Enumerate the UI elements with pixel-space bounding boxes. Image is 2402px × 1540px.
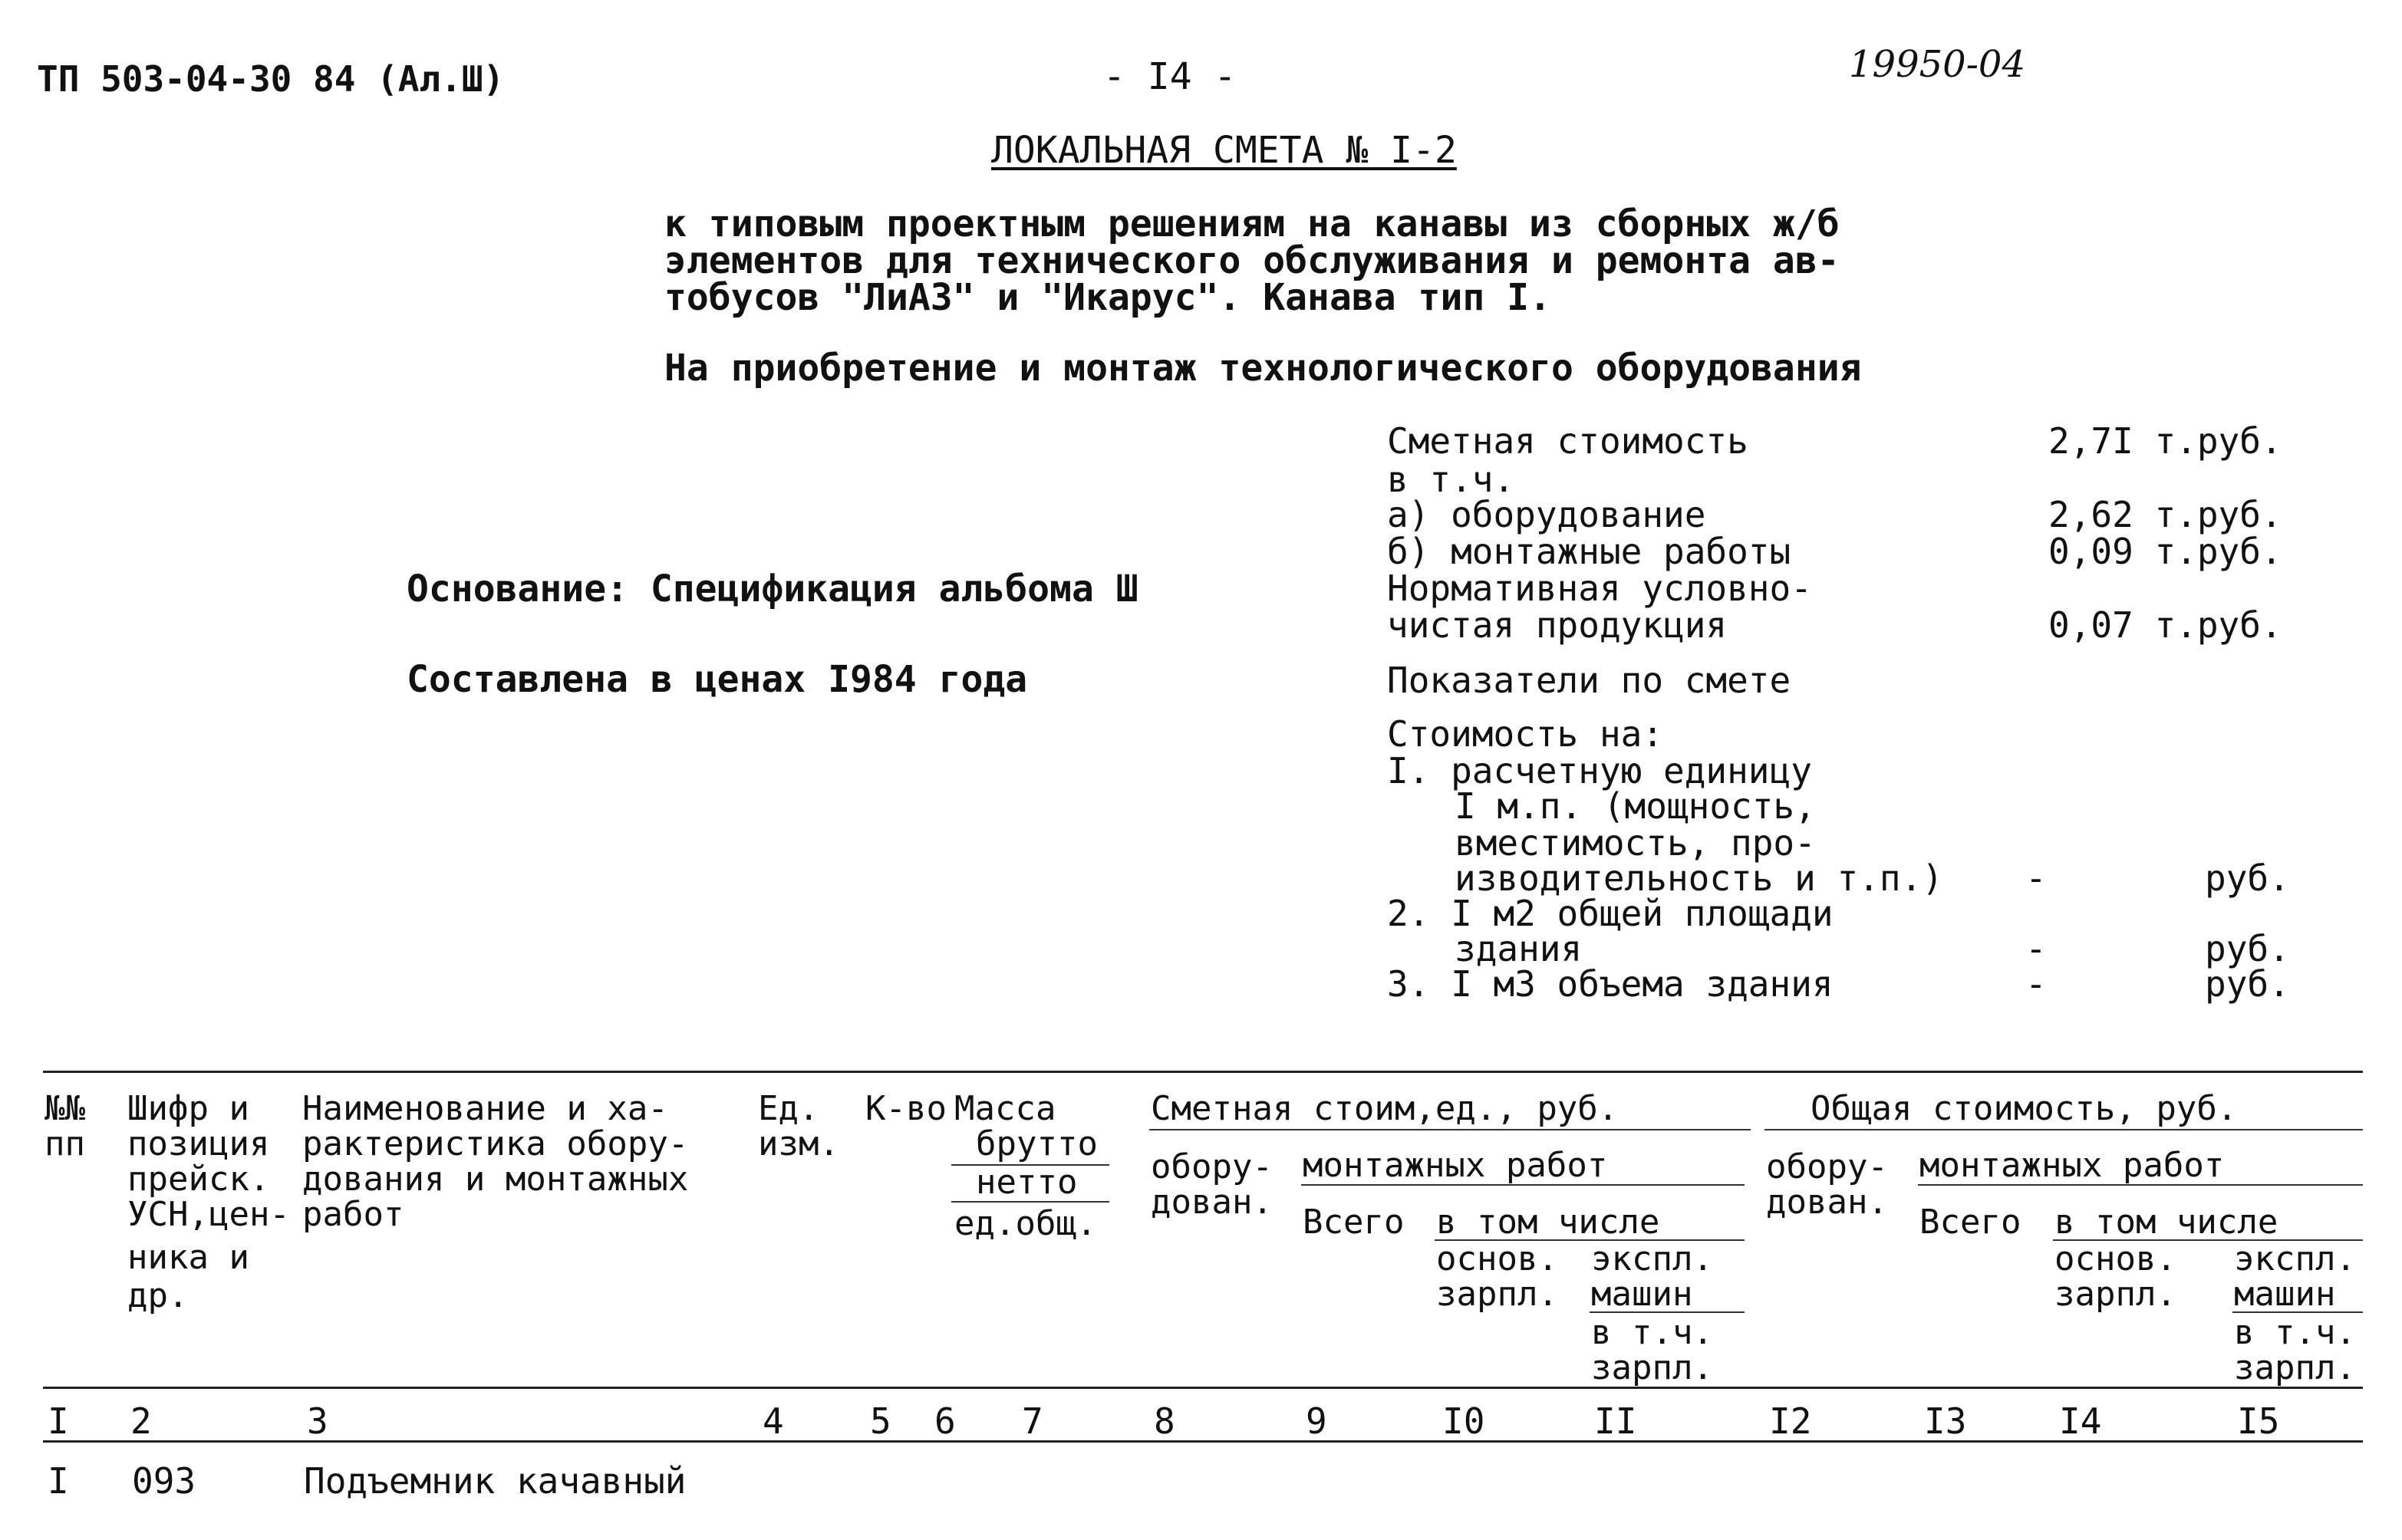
table-row-nn: I xyxy=(48,1460,69,1502)
page-number: - I4 - xyxy=(1103,55,1237,98)
col-code-header: позиция xyxy=(127,1124,270,1163)
incl-header: в том числе xyxy=(2054,1203,2278,1242)
normative-label: чистая продукция xyxy=(1387,604,1728,646)
handwritten-reference: 19950-04 xyxy=(1849,43,2025,86)
total-header: Всего xyxy=(1303,1203,1405,1242)
subtitle-line: тобусов "ЛиАЗ" и "Икарус". Канава тип I. xyxy=(664,276,1551,319)
base-wage-header: зарпл. xyxy=(1436,1275,1558,1314)
estimated-cost-value: 2,7I т.руб. xyxy=(2048,420,2282,462)
indicator-line: здания xyxy=(1455,928,1583,969)
machine-ops-header: зарпл. xyxy=(2234,1348,2356,1387)
column-number: I3 xyxy=(1924,1400,1967,1442)
cost-for-label: Стоимость на: xyxy=(1387,713,1664,755)
indicator-unit: руб. xyxy=(2205,857,2290,899)
col-code-header: ника и xyxy=(127,1238,249,1277)
equip-header: обору- xyxy=(1766,1147,1888,1186)
indicators-heading: Показатели по смете xyxy=(1387,660,1791,701)
column-number: I0 xyxy=(1442,1400,1485,1442)
estimated-cost-label: Сметная стоимость xyxy=(1387,420,1748,462)
table-top-rule xyxy=(43,1071,2363,1073)
col-mass-header: Масса xyxy=(954,1089,1056,1128)
col-unit-header: изм. xyxy=(758,1124,839,1163)
machine-ops-header: зарпл. xyxy=(1591,1348,1713,1387)
col-mass-header: брутто xyxy=(976,1124,1098,1163)
equip-header: дован. xyxy=(1151,1183,1273,1222)
equipment-cost-label: а) оборудование xyxy=(1387,494,1706,535)
column-number: 6 xyxy=(934,1400,956,1442)
indicator-line: изводительность и т.п.) xyxy=(1455,857,1943,899)
indicator-line: 2. I м2 общей площади xyxy=(1387,893,1834,934)
indicator-dash: - xyxy=(2025,963,2047,1005)
col-code-header: др. xyxy=(127,1276,189,1315)
document-code: ТП 503-04-30 84 (Ал.Ш) xyxy=(37,58,505,100)
col-mass-header: нетто xyxy=(976,1163,1078,1202)
base-wage-header: основ. xyxy=(1436,1239,1558,1278)
column-number: 2 xyxy=(130,1400,152,1442)
col-name-header: Наименование и ха- xyxy=(302,1089,668,1128)
installation-cost-value: 0,09 т.руб. xyxy=(2048,531,2282,572)
col-name-header: дования и монтажных xyxy=(302,1160,689,1199)
col-nn-header: пп xyxy=(44,1124,85,1163)
purpose-line: На приобретение и монтаж технологического оборудования xyxy=(664,347,1862,390)
col-unit-header: Ед. xyxy=(758,1089,819,1128)
normative-label: Нормативная условно- xyxy=(1387,568,1812,609)
column-number: 7 xyxy=(1022,1400,1043,1442)
installation-cost-label: б) монтажные работы xyxy=(1387,531,1791,572)
column-number: I2 xyxy=(1769,1400,1812,1442)
column-numbers-rule xyxy=(43,1440,2363,1443)
equipment-cost-value: 2,62 т.руб. xyxy=(2048,494,2282,535)
col-nn-header: №№ xyxy=(44,1089,85,1128)
table-row-name: Подъемник качавный xyxy=(304,1460,687,1502)
indicator-unit: руб. xyxy=(2205,963,2290,1005)
install-works-header: монтажных работ xyxy=(1919,1146,2225,1185)
basis-line: Основание: Спецификация альбома Ш xyxy=(407,568,1138,610)
col-code-header: прейск. xyxy=(127,1160,270,1199)
indicator-line: 3. I м3 объема здания xyxy=(1387,963,1834,1005)
machine-ops-header: машин xyxy=(1591,1275,1693,1314)
column-number: II xyxy=(1594,1400,1637,1442)
indicator-line: I. расчетную единицу xyxy=(1387,750,1812,791)
column-number: I5 xyxy=(2237,1400,2280,1442)
machine-ops-header: экспл. xyxy=(1591,1239,1713,1278)
column-number: 5 xyxy=(870,1400,891,1442)
column-number: 8 xyxy=(1154,1400,1175,1442)
including-label: в т.ч. xyxy=(1387,459,1515,500)
indicator-unit: руб. xyxy=(2205,928,2290,969)
col-name-header: рактеристика обору- xyxy=(302,1124,689,1163)
indicator-line: I м.п. (мощность, xyxy=(1455,785,1816,827)
total-cost-group-rule xyxy=(1764,1129,2363,1130)
indicator-dash: - xyxy=(2025,857,2047,899)
normative-value: 0,07 т.руб. xyxy=(2048,604,2282,646)
column-number: I xyxy=(48,1400,69,1442)
col-name-header: работ xyxy=(302,1195,404,1234)
base-wage-header: зарпл. xyxy=(2054,1275,2176,1314)
indicator-line: вместимость, про- xyxy=(1455,822,1816,864)
base-wage-header: основ. xyxy=(2054,1239,2176,1278)
install-works-header: монтажных работ xyxy=(1303,1146,1608,1185)
machine-ops-header: машин xyxy=(2234,1275,2336,1314)
column-number: 4 xyxy=(763,1400,784,1442)
machine-ops-header: в т.ч. xyxy=(1591,1313,1713,1352)
table-row-code: 093 xyxy=(132,1460,196,1502)
unit-cost-group-rule xyxy=(1149,1129,1751,1130)
machine-ops-header: в т.ч. xyxy=(2234,1313,2356,1352)
document-title: ЛОКАЛЬНАЯ СМЕТА № I-2 xyxy=(991,129,1457,172)
column-number: 9 xyxy=(1306,1400,1327,1442)
unit-cost-group-header: Сметная стоим,ед., руб. xyxy=(1151,1089,1619,1128)
equip-header: дован. xyxy=(1766,1183,1888,1222)
total-cost-group-header: Общая стоимость, руб. xyxy=(1811,1089,2238,1128)
column-number: 3 xyxy=(307,1400,328,1442)
incl-header: в том числе xyxy=(1436,1203,1660,1242)
total-header: Всего xyxy=(1919,1203,2021,1242)
equip-header: обору- xyxy=(1151,1147,1273,1186)
subtitle-line: элементов для технического обслуживания и ремонта ав- xyxy=(664,239,1840,282)
col-code-header: Шифр и xyxy=(127,1089,249,1128)
machine-ops-header: экспл. xyxy=(2234,1239,2356,1278)
col-mass-header: ед.общ. xyxy=(954,1204,1097,1243)
indicator-dash: - xyxy=(2025,928,2047,969)
col-code-header: УСН,цен- xyxy=(127,1195,290,1234)
header-bottom-rule xyxy=(43,1387,2363,1389)
prices-year-line: Составлена в ценах I984 года xyxy=(407,658,1028,701)
column-number: I4 xyxy=(2059,1400,2102,1442)
col-qty-header: К-во xyxy=(865,1089,947,1128)
subtitle-line: к типовым проектным решениям на канавы из сборных ж/б xyxy=(664,202,1840,245)
